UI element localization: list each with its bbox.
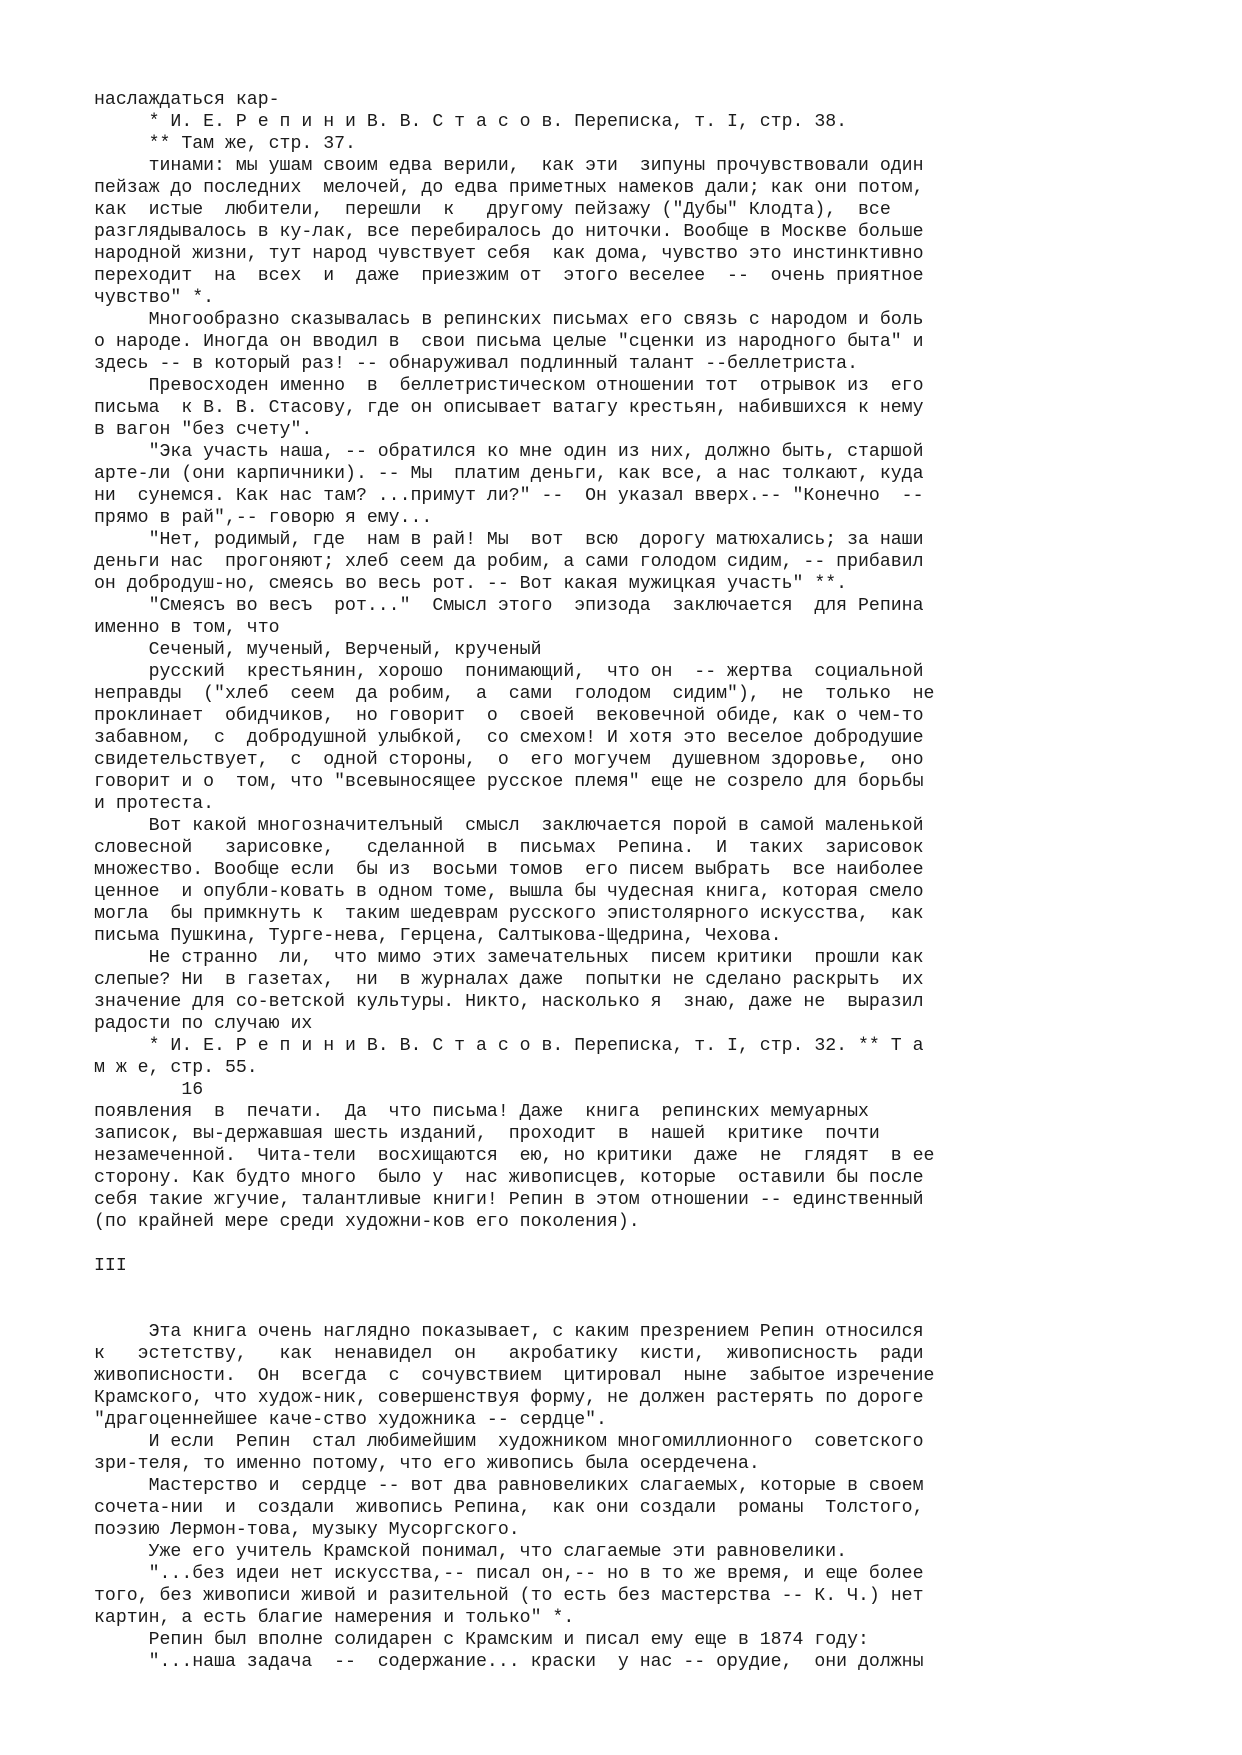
text-line: переходит на всех и даже приезжим от этого веселее -- очень приятное	[94, 266, 924, 286]
text-line: радости по случаю их	[94, 1014, 313, 1034]
text-line: сочета-нии и создали живопись Репина, как они создали романы Толстого,	[94, 1498, 924, 1518]
footnote-line: м ж е, стр. 55.	[94, 1058, 258, 1078]
text-line: (по крайней мере среди художни-ков его поколения).	[94, 1212, 640, 1232]
text-line: русский крестьянин, хорошо понимающий, что он -- жертва социальной	[94, 662, 924, 682]
text-line: о народе. Иногда он вводил в свои письма целые "сценки из народного быта" и	[94, 332, 924, 352]
text-line: "...наша задача -- содержание... краски у нас -- орудие, они должны	[94, 1652, 924, 1672]
text-line: себя такие жгучие, талантливые книги! Репин в этом отношении -- единственный	[94, 1190, 924, 1210]
text-line: значение для со-ветской культуры. Никто, насколько я знаю, даже не выразил	[94, 992, 924, 1012]
text-line: * И. Е. Р е п и н и В. В. С т а с о в. Переписка, т. I, стр. 32. ** Т а	[94, 1036, 924, 1056]
text-line: пейзаж до последних мелочей, до едва приметных намеков дали; как они потом,	[94, 178, 924, 198]
text-line: прямо в рай",-- говорю я ему...	[94, 508, 433, 528]
text-line: Репин был вполне солидарен с Крамским и писал ему еще в 1874 году:	[94, 1630, 869, 1650]
text-line: живописности. Он всегда с сочувствием цитировал ныне забытое изречение	[94, 1366, 935, 1386]
text-line: поэзию Лермон-това, музыку Мусоргского.	[94, 1520, 520, 1540]
text-line: Не странно ли, что мимо этих замечательных писем критики прошли как	[94, 948, 924, 968]
text-line: и протеста.	[94, 794, 215, 814]
footnote-line: ** Там же, стр. 37.	[94, 134, 356, 154]
text-line: множество. Вообще если бы из восьми томов его писем выбрать все наиболее	[94, 860, 924, 880]
text-line: именно в том, что	[94, 618, 280, 638]
text-line: разглядывалось в ку-лак, все перебиралось до ниточки. Вообще в Москве больше	[94, 222, 924, 242]
text-line: слепые? Ни в газетах, ни в журналах даже попытки не сделано раскрыть их	[94, 970, 924, 990]
text-line: "...без идеи нет искусства,-- писал он,-- но в то же время, и еще более	[94, 1564, 924, 1584]
text-line: того, без живописи живой и разительной (то есть без мастерства -- К. Ч.) нет	[94, 1586, 924, 1606]
text-line: Мастерство и сердце -- вот два равновеликих слагаемых, которые в своем	[94, 1476, 924, 1496]
text-line: неправды ("хлеб сеем да робим, а сами голодом сидим"), не только не	[94, 684, 935, 704]
footnote-line: * И. Е. Р е п и н и В. В. С т а с о в. Переписка, т. I, стр. 38.	[94, 112, 848, 132]
text-line: ни сунемся. Как нас там? ...примут ли?" -- Он указал вверх.-- "Конечно --	[94, 486, 924, 506]
blank-line: III	[94, 1256, 127, 1276]
text-line: тинами: мы ушам своим едва верили, как эти зипуны прочувствовали один	[94, 156, 924, 176]
blank-line: Эта книга очень наглядно показывает, с каким презрением Репин относился	[94, 1322, 924, 1342]
text-line: незамеченной. Чита-тели восхищаются ею, но критики даже не глядят в ее	[94, 1146, 935, 1166]
text-line: к эстетству, как ненавидел он акробатику кисти, живописность ради	[94, 1344, 924, 1364]
text-line: словесной зарисовке, сделанной в письмах Репина. И таких зарисовок	[94, 838, 924, 858]
verse-line: Сеченый, мученый, Верченый, крученый	[94, 640, 542, 660]
text-line: могла бы примкнуть к таким шедеврам русского эпистолярного искусства, как	[94, 904, 924, 924]
text-line: наслаждаться кар-	[94, 90, 280, 110]
text-line: как истые любители, перешли к другому пейзажу ("Дубы" Клодта), все	[94, 200, 891, 220]
text-line: Крамского, что худож-ник, совершенствуя форму, не должен растерять по дороге	[94, 1388, 924, 1408]
footnote-line: 16	[94, 1080, 204, 1100]
text-line: "драгоценнейшее каче-ство художника -- сердце".	[94, 1410, 607, 1430]
text-line: народной жизни, тут народ чувствует себя как дома, чувство это инстинктивно	[94, 244, 924, 264]
text-line: "Эка участь наша, -- обратился ко мне один из них, должно быть, старшой	[94, 442, 924, 462]
text-line: сторону. Как будто много было у нас живописцев, которые оставили бы после	[94, 1168, 924, 1188]
text-line: в вагон "без счету".	[94, 420, 313, 440]
text-line: Превосходен именно в беллетристическом отношении тот отрывок из его	[94, 376, 924, 396]
text-line: деньги нас прогоняют; хлеб сеем да робим, а сами голодом сидим, -- прибавил	[94, 552, 924, 572]
text-line: Многообразно сказывалась в репинских письмах его связь с народом и боль	[94, 310, 924, 330]
text-line: "Смеясъ во весъ рот..." Смысл этого эпизода заключается для Репина	[94, 596, 924, 616]
text-line: проклинает обидчиков, но говорит о своей вековечной обиде, как о чем-то	[94, 706, 924, 726]
text-line: здесь -- в который раз! -- обнаруживал подлинный талант --беллетриста.	[94, 354, 858, 374]
text-line: зри-теля, то именно потому, что его живопись была осердечена.	[94, 1454, 760, 1474]
page-number: появления в печати. Да что письма! Даже книга репинских мемуарных	[94, 1102, 869, 1122]
text-line: записок, вы-державшая шесть изданий, проходит в нашей критике почти	[94, 1124, 880, 1144]
text-line: "Нет, родимый, где нам в рай! Мы вот всю дорогу матюхались; за наши	[94, 530, 924, 550]
text-line: ценное и опубли-ковать в одном томе, вышла бы чудесная книга, которая смело	[94, 882, 924, 902]
text-line: арте-ли (они карпичники). -- Мы платим деньги, как все, а нас толкают, куда	[94, 464, 924, 484]
text-line: свидетельствует, с одной стороны, о его могучем душевном здоровье, оно	[94, 750, 924, 770]
text-line: И если Репин стал любимейшим художником многомиллионного советского	[94, 1432, 924, 1452]
text-line: забавном, с добродушной улыбкой, со смехом! И хотя это веселое добродушие	[94, 728, 924, 748]
text-line: письма к В. В. Стасову, где он описывает ватагу крестьян, набившихся к нему	[94, 398, 924, 418]
text-line: чувство" *.	[94, 288, 215, 308]
text-line: картин, а есть благие намерения и только" *.	[94, 1608, 575, 1628]
text-line: он добродуш-но, смеясь во весь рот. -- Вот какая мужицкая участь" **.	[94, 574, 848, 594]
text-line: Уже его учитель Крамской понимал, что слагаемые эти равновелики.	[94, 1542, 848, 1562]
text-line: Вот какой многозначителъный смысл заключается порой в самой маленькой	[94, 816, 924, 836]
text-line: письма Пушкина, Турге-нева, Герцена, Салтыкова-Щедрина, Чехова.	[94, 926, 782, 946]
text-line: говорит и о том, что "всевыносящее русское племя" еще не созрело для борьбы	[94, 772, 924, 792]
